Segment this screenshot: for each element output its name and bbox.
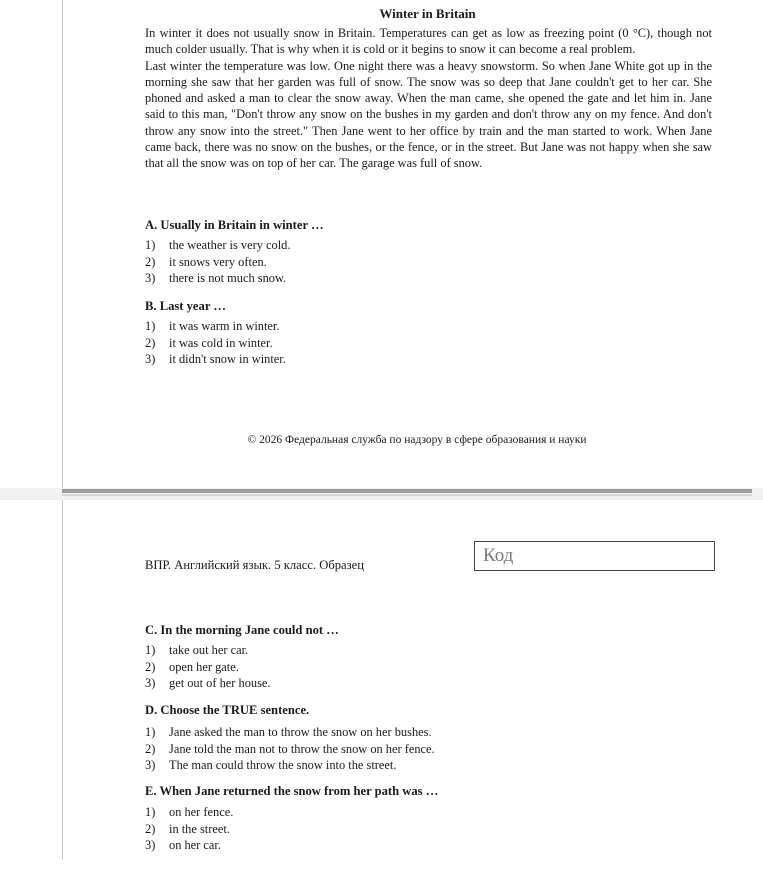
question-a-option-2: 2) it snows very often. [145, 254, 267, 269]
question-c-heading: C. In the morning Jane could not … [145, 623, 339, 637]
question-a-option-3: 3) there is not much snow. [145, 271, 287, 285]
question-c-options [145, 642, 271, 692]
page-margin-line [62, 500, 63, 860]
question-b-heading: B. Last year … [145, 299, 226, 313]
question-e-option-3: 3) on her car. [145, 838, 221, 852]
question-d-options [145, 724, 435, 774]
question-b-option-2: 2) it was cold in winter. [145, 335, 273, 350]
question-e-option-2: 2) in the street. [145, 821, 230, 836]
question-d-heading: D. Choose the TRUE sentence. [145, 703, 310, 717]
passage-paragraph-1: In winter it does not usually snow in Britain. Temperatures can get as low as freezing point (0 °C), though not much colder usually. That is why when it is cold or it begins to snow it can become a real problem. [145, 26, 712, 57]
passage-paragraph-2: Last winter the temperature was low. One night there was a heavy snowstorm. So when Jane White got up in the morning she saw that her garden was full of snow. The snow was so deep that Jane couldn't get to her car. She phoned and asked a man to clear the snow away. When the man came, she opened the gate and let him in. Jane said to this man, "Don't throw any snow on the bushes in my garden and don't throw any on my fence. And don't throw any snow into the street." Then Jane went to her office by train and the man started to work. When Jane came back, there was no snow on the bushes, or the fence, or in the street. But Jane was not happy when she saw that all the snow was on top of her car. The garage was full of snow. [145, 58, 712, 171]
page-separator-bar [62, 489, 752, 493]
copyright-footer: © 2026 Федеральная служба по надзору в сфере образования и науки [247, 434, 587, 446]
code-box: Код [474, 541, 715, 571]
question-e-option-1: 1) on her fence. [145, 805, 234, 819]
question-e-options [145, 804, 233, 854]
page-margin-line [62, 0, 63, 488]
question-d-option-2: 2) Jane told the man not to throw the snow on her fence. [145, 741, 435, 756]
question-a-options [145, 237, 290, 287]
reading-passage [145, 25, 712, 172]
question-b-option-1: 1) it was warm in winter. [145, 319, 280, 333]
page-separator-bar-light [62, 494, 752, 496]
question-b-option-3: 3) it didn't snow in winter. [145, 352, 286, 366]
question-c-option-1: 1) take out her car. [145, 643, 249, 657]
question-e-heading: E. When Jane returned the snow from her path was … [145, 784, 439, 798]
question-a-heading: A. Usually in Britain in winter … [145, 218, 324, 232]
question-c-option-2: 2) open her gate. [145, 659, 239, 674]
test-header-label: ВПР. Английский язык. 5 класс. Образец [145, 558, 364, 572]
question-a-option-1: 1) the weather is very cold. [145, 238, 291, 252]
question-c-option-3: 3) get out of her house. [145, 676, 271, 690]
passage-title: Winter in Britain [379, 6, 476, 21]
question-d-option-3: 3) The man could throw the snow into the street. [145, 758, 397, 772]
question-d-option-1: 1) Jane asked the man to throw the snow on her bushes. [145, 725, 432, 739]
question-b-options [145, 318, 286, 368]
